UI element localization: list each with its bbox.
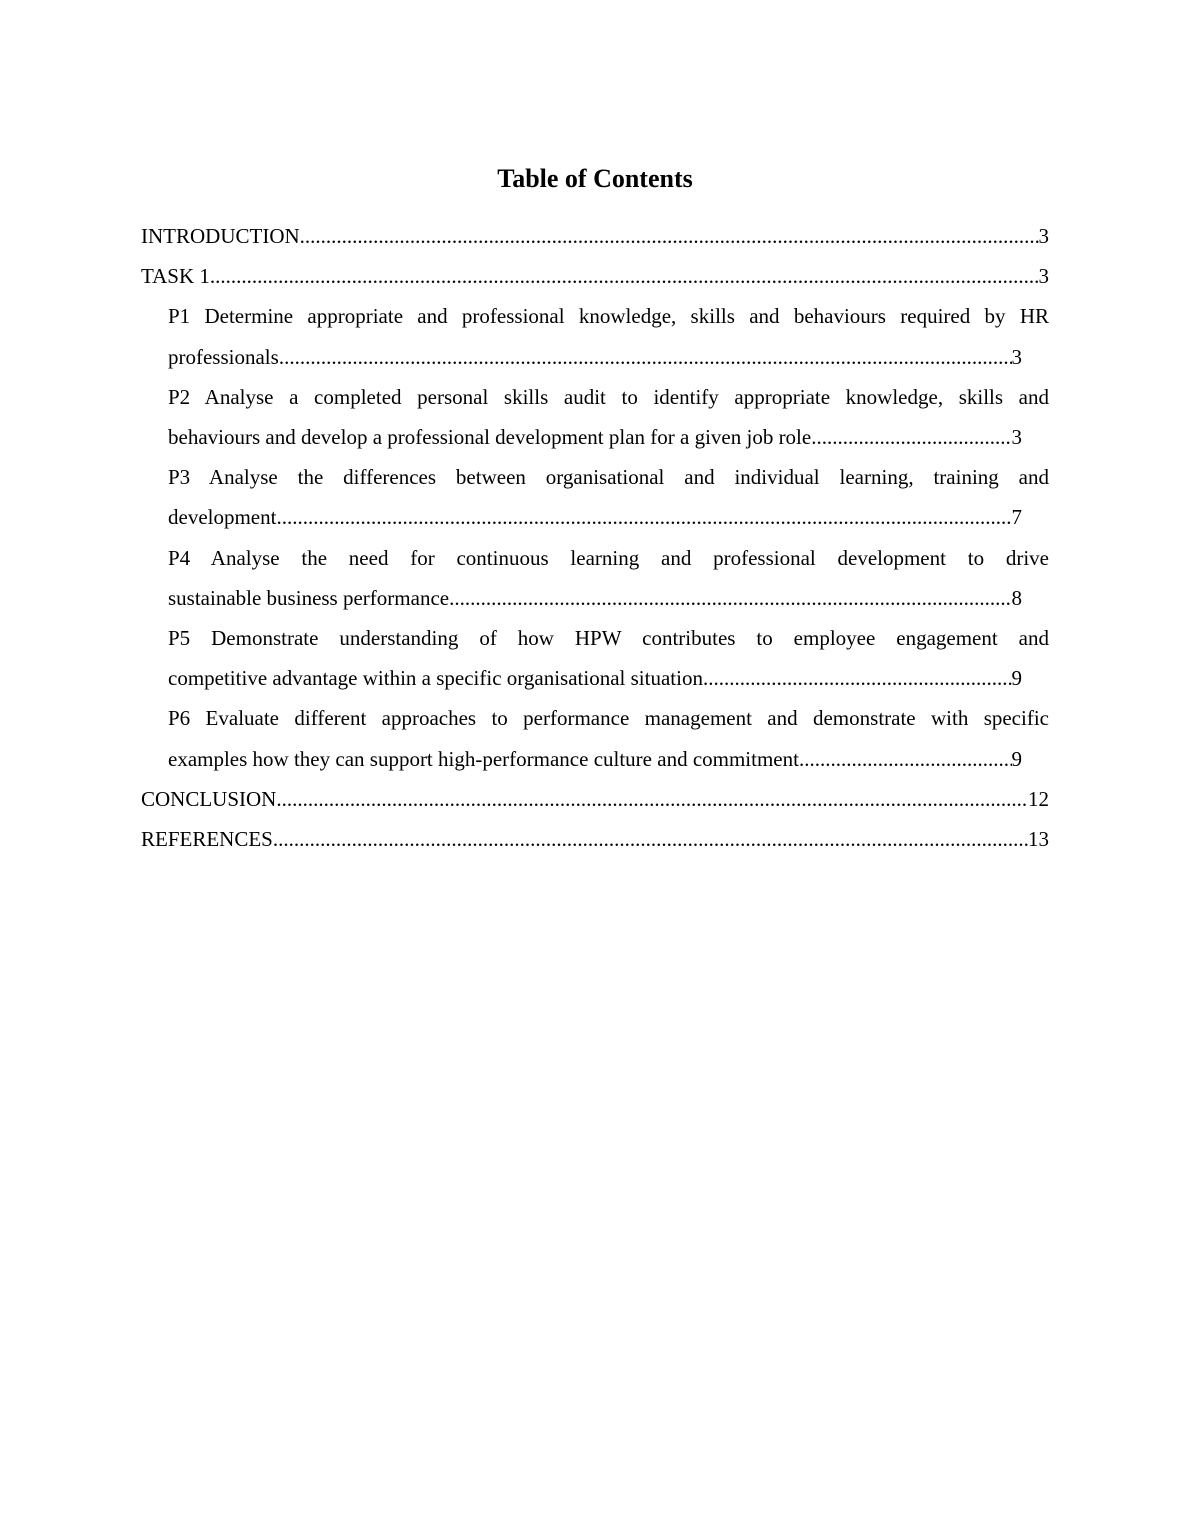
toc-entry-conclusion[interactable] bbox=[141, 779, 1049, 819]
toc-entry-p6[interactable] bbox=[141, 698, 1049, 778]
toc-page-number: 8 bbox=[1011, 585, 1022, 610]
toc-entry-text: P3 Analyse the differences between organisational and individual learning, training and bbox=[168, 465, 1049, 490]
page-title: Table of Contents bbox=[497, 164, 693, 193]
toc-entry-label: examples how they can support high-performance culture and commitment bbox=[168, 746, 799, 771]
dot-leader bbox=[300, 216, 1039, 256]
dot-leader bbox=[799, 739, 1012, 779]
dot-leader bbox=[449, 578, 1011, 618]
toc-entry-text: P2 Analyse a completed personal skills audit to identify appropriate knowledge, skills and bbox=[168, 384, 1049, 409]
toc-entry-references[interactable] bbox=[141, 819, 1049, 859]
dot-leader bbox=[276, 497, 1011, 537]
toc-entry-p5[interactable] bbox=[141, 618, 1049, 698]
toc-entry-task-1[interactable] bbox=[141, 256, 1049, 296]
toc-entry-introduction[interactable] bbox=[141, 216, 1049, 256]
toc-entry-label: TASK 1 bbox=[141, 264, 210, 289]
toc-page-number: 12 bbox=[1028, 786, 1049, 811]
toc-entry-text: P4 Analyse the need for continuous learning and professional development to drive bbox=[168, 545, 1049, 570]
toc-entry-label: INTRODUCTION bbox=[141, 224, 300, 248]
toc-page-number: 9 bbox=[1011, 666, 1022, 691]
toc-entry-label: development bbox=[168, 505, 277, 530]
toc-entry-label: professionals bbox=[168, 344, 279, 369]
table-of-contents bbox=[141, 216, 1049, 859]
dot-leader bbox=[273, 819, 1028, 859]
toc-entry-text: P6 Evaluate different approaches to performance management and demonstrate with specific bbox=[168, 706, 1049, 731]
toc-entry-label: CONCLUSION bbox=[141, 786, 277, 811]
toc-page-number: 13 bbox=[1028, 827, 1049, 852]
dot-leader bbox=[276, 779, 1028, 819]
toc-page-number: 9 bbox=[1011, 746, 1022, 771]
toc-entry-p2[interactable] bbox=[141, 377, 1049, 457]
toc-page-number: 3 bbox=[1038, 224, 1049, 248]
dot-leader bbox=[703, 658, 1012, 698]
dot-leader bbox=[811, 417, 1011, 457]
toc-entry-p1[interactable] bbox=[141, 296, 1049, 376]
toc-entry-text: P1 Determine appropriate and professional knowledge, skills and behaviours required by HR bbox=[168, 304, 1049, 329]
dot-leader bbox=[279, 337, 1012, 377]
toc-entry-p4[interactable] bbox=[141, 538, 1049, 618]
toc-entry-label: REFERENCES bbox=[141, 827, 273, 852]
toc-entry-p3[interactable] bbox=[141, 457, 1049, 537]
toc-entry-label: competitive advantage within a specific organisational situation bbox=[168, 666, 703, 691]
toc-entry-text: P5 Demonstrate understanding of how HPW contributes to employee engagement and bbox=[168, 626, 1049, 651]
toc-entry-label: sustainable business performance bbox=[168, 585, 450, 610]
toc-entry-label: behaviours and develop a professional development plan for a given job role bbox=[168, 425, 812, 450]
dot-leader bbox=[210, 256, 1039, 296]
toc-page-number: 3 bbox=[1038, 264, 1049, 289]
toc-page-number: 3 bbox=[1011, 344, 1022, 369]
toc-page-number: 3 bbox=[1011, 425, 1022, 450]
toc-page-number: 7 bbox=[1011, 505, 1022, 530]
